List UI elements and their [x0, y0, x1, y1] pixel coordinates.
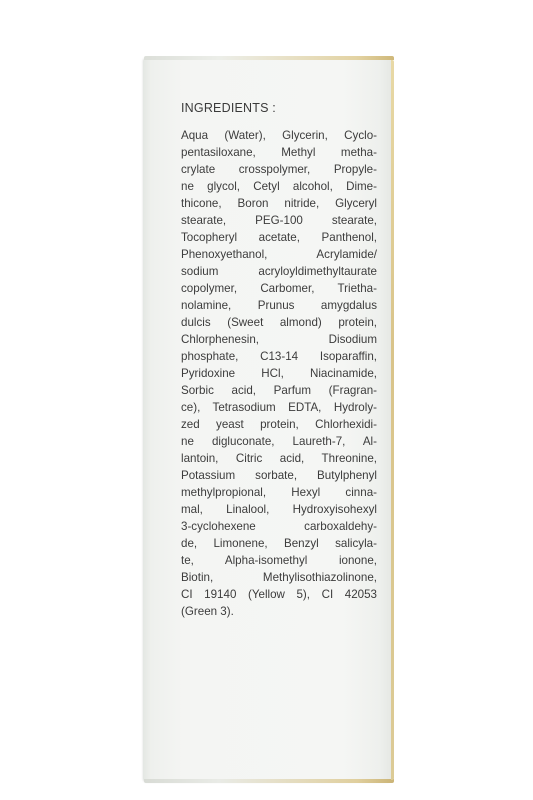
- ingredients-line: CI 19140 (Yellow 5), CI 42053: [181, 588, 377, 601]
- ingredients-line: thicone, Boron nitride, Glyceryl: [181, 197, 377, 210]
- box-bottom-flap: [144, 779, 394, 783]
- box-top-flap: [144, 56, 394, 60]
- ingredients-line: zed yeast protein, Chlorhexidi-: [181, 418, 377, 431]
- ingredients-line: Chlorphenesin, Disodium: [181, 333, 377, 346]
- ingredients-line: sodium acryloyldimethyltaurate: [181, 265, 377, 278]
- ingredients-line: Pyridoxine HCl, Niacinamide,: [181, 367, 377, 380]
- ingredients-heading: INGREDIENTS :: [181, 101, 276, 115]
- ingredients-line: Aqua (Water), Glycerin, Cyclo-: [181, 129, 377, 142]
- ingredients-line: copolymer, Carbomer, Trietha-: [181, 282, 377, 295]
- ingredients-line: stearate, PEG-100 stearate,: [181, 214, 377, 227]
- ingredients-line: methylpropional, Hexyl cinna-: [181, 486, 377, 499]
- ingredients-line: pentasiloxane, Methyl metha-: [181, 146, 377, 159]
- ingredients-line: ne glycol, Cetyl alcohol, Dime-: [181, 180, 377, 193]
- ingredients-line: ce), Tetrasodium EDTA, Hydroly-: [181, 401, 377, 414]
- ingredients-line: nolamine, Prunus amygdalus: [181, 299, 377, 312]
- ingredients-line: 3-cyclohexene carboxaldehy-: [181, 520, 377, 533]
- ingredients-line: dulcis (Sweet almond) protein,: [181, 316, 377, 329]
- ingredients-line: ne digluconate, Laureth-7, Al-: [181, 435, 377, 448]
- ingredients-line: Sorbic acid, Parfum (Fragran-: [181, 384, 377, 397]
- ingredients-line: Potassium sorbate, Butylphenyl: [181, 469, 377, 482]
- box-gold-edge: [391, 60, 394, 780]
- ingredients-line: Tocopheryl acetate, Panthenol,: [181, 231, 377, 244]
- ingredients-line: crylate crosspolymer, Propyle-: [181, 163, 377, 176]
- ingredients-line: de, Limonene, Benzyl salicyla-: [181, 537, 377, 550]
- ingredients-line: Biotin, Methylisothiazolinone,: [181, 571, 377, 584]
- ingredients-line: Phenoxyethanol, Acrylamide/: [181, 248, 377, 261]
- ingredients-line: mal, Linalool, Hydroxyisohexyl: [181, 503, 377, 516]
- ingredients-list: [181, 127, 377, 620]
- ingredients-line: (Green 3).: [181, 605, 234, 618]
- ingredients-line: lantoin, Citric acid, Threonine,: [181, 452, 377, 465]
- ingredients-line: phosphate, C13-14 Isoparaffin,: [181, 350, 377, 363]
- ingredients-line: te, Alpha-isomethyl ionone,: [181, 554, 377, 567]
